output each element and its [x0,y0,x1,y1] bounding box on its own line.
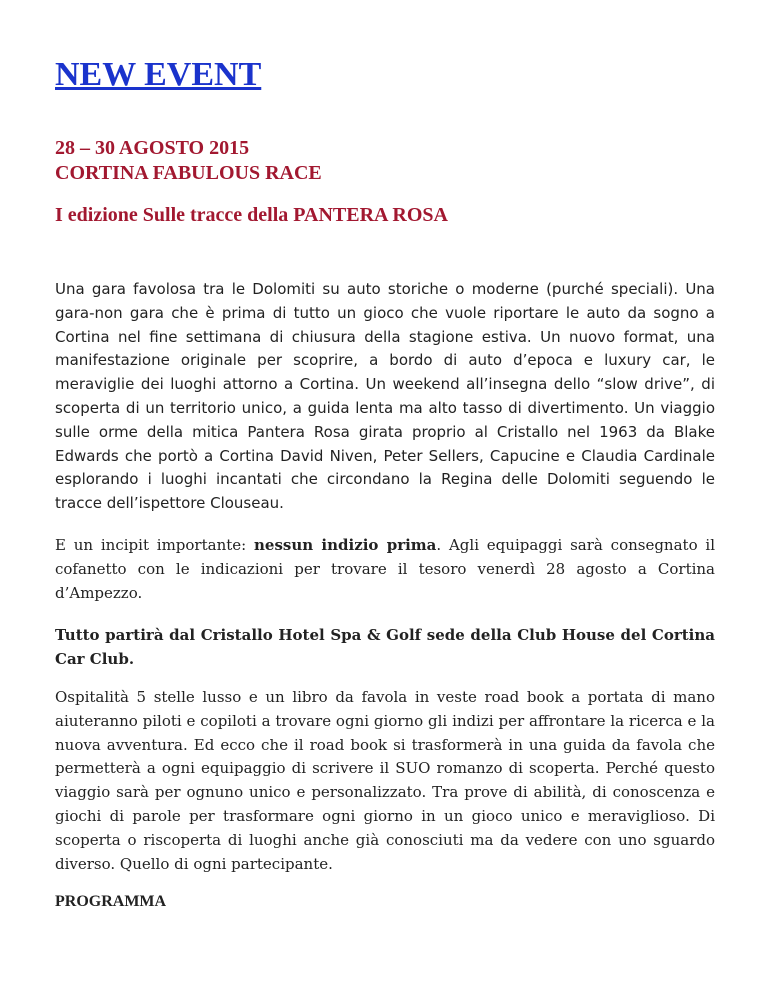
page-title[interactable]: NEW EVENT [55,56,262,93]
event-date: 28 – 30 AGOSTO 2015 [55,137,250,159]
start-location: Tutto partirà dal Cristallo Hotel Spa & Golf sede della Club House del Cortina Car Club. [55,626,715,668]
incipit-paragraph [55,534,715,605]
incipit-highlight: nessun indizio prima [254,536,437,554]
event-name: CORTINA FABULOUS RACE [55,162,322,184]
incipit-text: E un incipit importante: [55,536,255,554]
incipit-text-end: . Agli equipaggi sarà consegnato il cofanetto con le indicazioni per trovare il tesoro venerdì 28 agosto a Cortina d’Ampezzo. [55,536,715,602]
hospitality-paragraph: Ospitalità 5 stelle lusso e un libro da favola in veste road book a portata di mano aiuteranno piloti e copiloti a trovare ogni giorno gli indizi per affrontare la ricerca e la nuova avventura. Ed ecco che il road book si trasformerà in una guida da favola che permetterà a ogni equipaggio di scrivere il SUO romanzo di scoperta. Perché questo viaggio sarà per ognuno unico e personalizzato. Tra prove di abilità, di conoscenza e giochi di parole per trasformare ogni giorno in un gioco unico e meraviglioso. Di scoperta o riscoperta di luoghi anche già conosciuti ma da vedere con uno sguardo diverso. Quello di ogni partecipante. [55,688,715,873]
edition-line: I edizione Sulle tracce della PANTERA ROSA [55,204,448,226]
section-heading-programma: PROGRAMMA [55,893,167,910]
intro-paragraph: Una gara favolosa tra le Dolomiti su auto storiche o moderne (purché speciali). Una gara-non gara che è prima di tutto un gioco che vuole riportare le auto da sogno a Cortina nel fine settimana di chiusura della stagione estiva. Un nuovo format, una manifestazione originale per scoprire, a bordo di auto d’epoca e luxury car, le meraviglie dei luoghi attorno a Cortina. Un weekend all’insegna dello “slow drive”, di scoperta di un territorio unico, a guida lenta ma alto tasso di divertimento. Un viaggio sulle orme della mitica Pantera Rosa girata proprio al Cristallo nel 1963 da Blake Edwards che portò a Cortina David Niven, Peter Sellers, Capucine e Claudia Cardinale esplorando i luoghi incantati che circondano la Regina delle Dolomiti seguendo le tracce dell’ispettore Clouseau. [55,280,715,513]
